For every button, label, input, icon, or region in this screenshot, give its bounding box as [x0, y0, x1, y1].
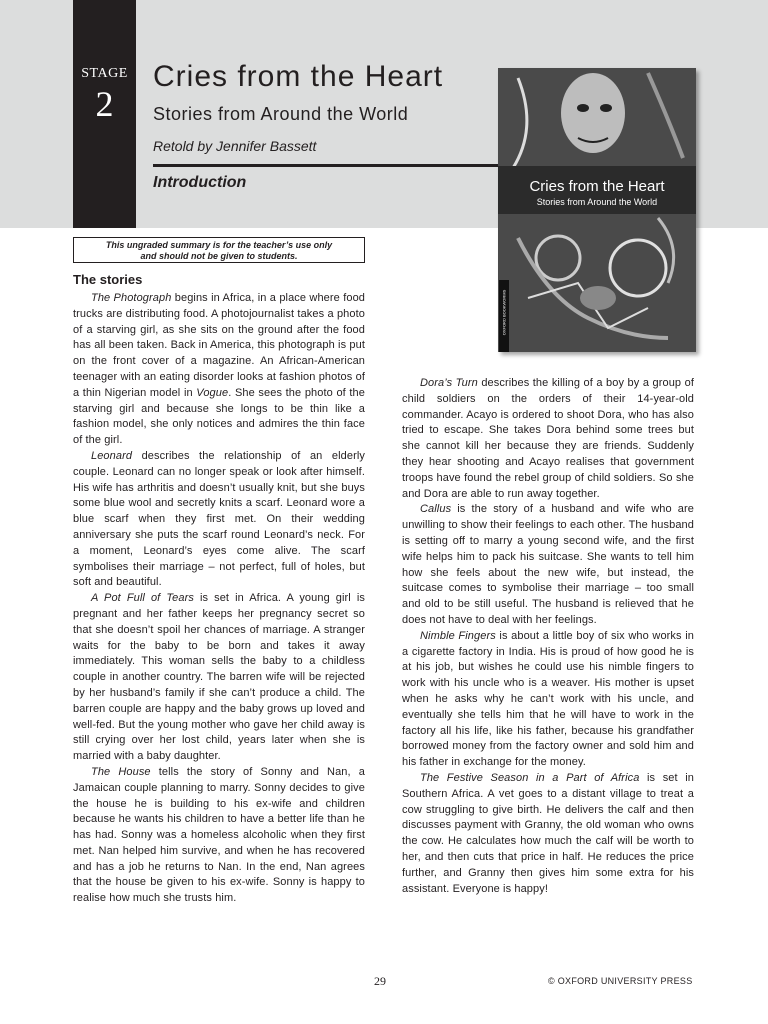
section-title: Introduction [153, 174, 247, 191]
story-text: is the story of a husband and wife who are unwilling to show their feelings to each other. The husband is setting off to marry a young second wife, and the first wife helps him to pack his suitcase. She wants to tell him how she feels about the new wife, but instead, the suitcase comes to symbolise their marriage – too small and old to be still useful. The husband is relieved that he does not have to deal with her feelings. [402, 503, 694, 626]
stage-number: 2 [95, 84, 114, 124]
cover-spine [499, 280, 509, 352]
stage-bar [73, 0, 136, 228]
cover-title: Cries from the Heart [529, 178, 665, 195]
story-title: The Festive Season in a Part of Africa [420, 771, 640, 784]
story-text: begins in Africa, in a place where food trucks are distributing food. A photojournalist takes a photo of a starving girl, as she sits on the ground after the food has all been taken. Back in America, this photograph is put on the front cover of a magazine. An African-American teenager with an eating disorder looks at fashion photos of a thin Nigerian model in [73, 292, 365, 399]
story-text: tells the story of Sonny and Nan, a Jamaican couple planning to marry. Sonny decides to give the house he is building to his ex-wife and children because he wants his children to have a better life than he has had. Sonny was a homeless alcoholic when they first met. Nan helped him survive, and when he has recovered and has a job he returns to Nan. In the end, Nan agrees that the house be given to his ex-wife. Sonny is happy to realise how much she trusts him. [73, 765, 365, 905]
stage-label: STAGE [81, 66, 128, 81]
page-number: 29 [374, 974, 386, 988]
story-paragraph [402, 771, 694, 897]
story-paragraph [73, 449, 365, 591]
teacher-notice [73, 237, 365, 263]
publisher-footer: © OXFORD UNIVERSITY PRESS [548, 976, 693, 986]
right-column [402, 376, 694, 897]
story-text: describes the killing of a boy by a group of child soldiers on the orders of their 14-year-old commander. Acayo is ordered to shoot Dora, who has also tried to escape. She takes Dora behind some trees but she cannot kill her because they are friends. Suddenly they hear shooting and Acayo realises that government troops have found the rebel group of child soldiers. So she and Dora are able to run away together. [402, 377, 694, 500]
story-paragraph [402, 629, 694, 771]
story-text: describes the relationship of an elderly couple. Leonard can no longer speak or look after himself. His wife has arthritis and doesn’t usually knit, but she buys some blue wool and secretly knits a scarf. Leonard wore a blue scarf when they first met. On their wedding anniversary she puts the scarf round Leonard’s neck. For a moment, Leonard’s eyes come alive. The scarf symbolises their marriage – not perfect, full of holes, but soft and beautiful. [73, 449, 365, 589]
story-title: Leonard [91, 449, 133, 462]
story-paragraph [402, 376, 694, 502]
story-title: The Photograph [91, 292, 172, 304]
left-column [73, 291, 365, 907]
spine-label: OXFORD BOOKWORMS [501, 289, 507, 336]
notice-line-2: and should not be given to students. [140, 251, 298, 261]
story-paragraph [73, 291, 365, 449]
story-text: is about a little boy of six who works in a cigarette factory in India. His is proud of how good he is at his job, but wishes he could use his nimble fingers to work with his uncle who is a weaver. His mother is upset when he asks why he can’t work with his uncle, and eventually she tells him that he will have to work in the factory all his life, like his father, because his grandfather borrowed money from the factory owner and sold him and his father in exchange for the money. [402, 629, 694, 769]
story-title: Callus [420, 503, 452, 516]
header-rule [153, 164, 498, 167]
story-text: is set in Southern Africa. A vet goes to a distant village to treat a cow struggling to give birth. He delivers the calf and then discusses payment with Granny, the old woman who owns the cow. He calculates how much the calf will be worth to her, and then cuts that price in half. He reduces the price further, and Granny then gives him some extra for his assistant. Everyone is happy! [402, 771, 694, 895]
story-text: is set in Africa. A young girl is pregnant and her father keeps her pregnancy secret so that she doesn’t spoil her chances of marriage. A stranger waits for the baby to be born and takes it away immediately. This woman sells the baby to a childless couple in another country. The barren wife will be rejected by her husband’s family if she can’t produce a child. The barren couple are happy and the baby grows up loved and well-fed. But the young mother who gave her child away is still crying over her lost child, years later when she is married with a baby daughter. [73, 592, 365, 763]
author-credit: Retold by Jennifer Bassett [153, 138, 317, 154]
magazine-name: Vogue [196, 386, 229, 399]
story-paragraph [402, 502, 694, 628]
cover-artwork [498, 68, 696, 352]
story-paragraph [73, 765, 365, 907]
notice-line-1: This ungraded summary is for the teacher’s use only [105, 240, 333, 250]
story-text: . She sees the photo of the starving girl and because she longs to be thin like a fashion model, she only notices and admires the thin face of the girl. [73, 386, 365, 447]
story-title: Dora’s Turn [420, 377, 478, 389]
cover-subtitle: Stories from Around the World [536, 197, 658, 207]
page-subtitle: Stories from Around the World [153, 104, 409, 124]
story-title: The House [91, 765, 151, 778]
book-cover-image [498, 68, 696, 352]
story-title: Nimble Fingers [420, 629, 496, 642]
story-paragraph [73, 591, 365, 765]
stories-heading: The stories [73, 272, 143, 287]
page-title: Cries from the Heart [153, 60, 444, 93]
story-title: A Pot Full of Tears [91, 592, 194, 605]
